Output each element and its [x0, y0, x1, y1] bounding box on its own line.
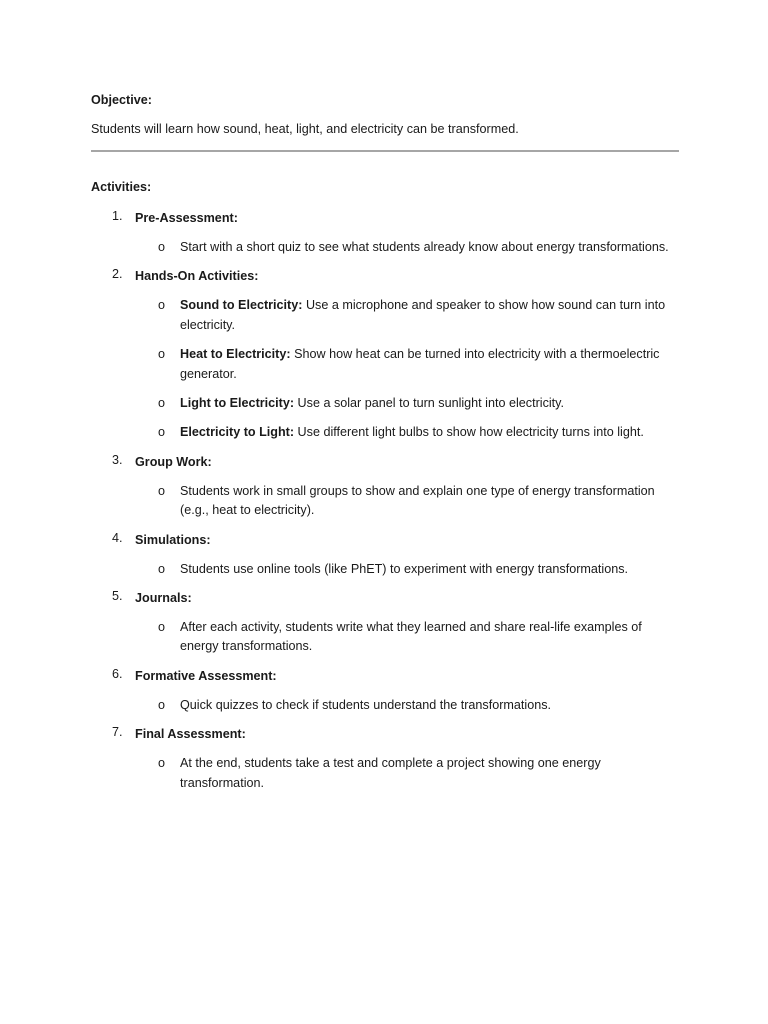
activity-sublist — [91, 754, 679, 793]
activity-detail — [91, 296, 679, 335]
activity-detail — [91, 560, 679, 579]
objective-heading: Objective: — [91, 93, 152, 107]
activity-detail-text: Start with a short quiz to see what students already know about energy transformations. — [180, 240, 669, 254]
activity-detail — [91, 482, 679, 521]
activities-list — [91, 209, 679, 803]
activity-item — [91, 453, 679, 521]
activity-detail-label: Electricity to Light: — [180, 425, 295, 440]
activity-sublist — [91, 618, 679, 657]
bullet-icon: o — [158, 620, 166, 635]
activity-detail — [91, 754, 679, 793]
horizontal-divider — [91, 150, 679, 152]
activity-number: 7. — [112, 725, 123, 740]
activity-sublist — [91, 296, 679, 442]
activity-detail-text: At the end, students take a test and complete a project showing one energy transformation. — [180, 756, 601, 790]
activity-number: 5. — [112, 589, 123, 604]
activity-item — [91, 589, 679, 657]
activity-detail-label: Heat to Electricity: — [180, 347, 291, 362]
bullet-icon: o — [158, 756, 166, 771]
activity-detail — [91, 696, 679, 715]
activity-title: Simulations: — [135, 532, 211, 547]
activity-item — [91, 725, 679, 793]
activity-detail-text: Students use online tools (like PhET) to experiment with energy transformations. — [180, 561, 628, 576]
activity-item — [91, 531, 679, 579]
bullet-icon: o — [158, 298, 166, 313]
activity-detail — [91, 618, 679, 657]
activity-sublist — [91, 238, 679, 257]
activity-title: Journals: — [135, 591, 192, 606]
activity-detail — [91, 423, 679, 442]
activity-number: 6. — [112, 666, 123, 681]
activity-sublist — [91, 560, 679, 579]
activity-detail — [91, 394, 679, 413]
bullet-icon: o — [158, 240, 166, 254]
activity-title: Formative Assessment: — [135, 668, 277, 683]
activity-item — [91, 667, 679, 715]
activity-sublist — [91, 696, 679, 715]
bullet-icon: o — [158, 561, 166, 576]
activity-item — [91, 209, 679, 257]
activity-title: Hands-On Activities: — [135, 269, 259, 284]
activity-detail-text: After each activity, students write what they learned and share real-life examples of energy transformations. — [180, 620, 642, 654]
activity-number: 3. — [112, 452, 123, 467]
activity-detail-text: Use different light bulbs to show how electricity turns into light. — [294, 425, 644, 440]
activity-title: Group Work: — [135, 454, 212, 469]
activity-number: 1. — [112, 209, 123, 223]
bullet-icon: o — [158, 483, 166, 498]
bullet-icon: o — [158, 347, 166, 362]
activity-sublist — [91, 482, 679, 521]
activity-detail-text: Students work in small groups to show and explain one type of energy transformation (e.g., heat to electricity). — [180, 483, 655, 518]
bullet-icon: o — [158, 396, 166, 411]
objective-text: Students will learn how sound, heat, light, and electricity can be transformed. — [91, 122, 519, 136]
activity-detail — [91, 238, 679, 257]
activity-detail-text: Quick quizzes to check if students understand the transformations. — [180, 697, 552, 712]
activities-heading: Activities: — [91, 180, 152, 194]
activity-title: Pre-Assessment: — [135, 211, 238, 225]
activity-number: 2. — [112, 267, 123, 282]
activity-number: 4. — [112, 530, 123, 545]
activity-detail-text: Use a solar panel to turn sunlight into electricity. — [294, 396, 565, 411]
activity-detail-text: Use a microphone and speaker to show how sound can turn into electricity. — [180, 298, 666, 332]
activity-item — [91, 267, 679, 442]
activity-detail-text: Show how heat can be turned into electricity with a thermoelectric generator. — [180, 347, 660, 381]
activity-detail-label: Sound to Electricity: — [180, 298, 303, 313]
activity-detail-label: Light to Electricity: — [180, 396, 295, 411]
bullet-icon: o — [158, 697, 166, 712]
bullet-icon: o — [158, 425, 166, 440]
activity-detail — [91, 345, 679, 384]
activity-title: Final Assessment: — [135, 727, 246, 742]
